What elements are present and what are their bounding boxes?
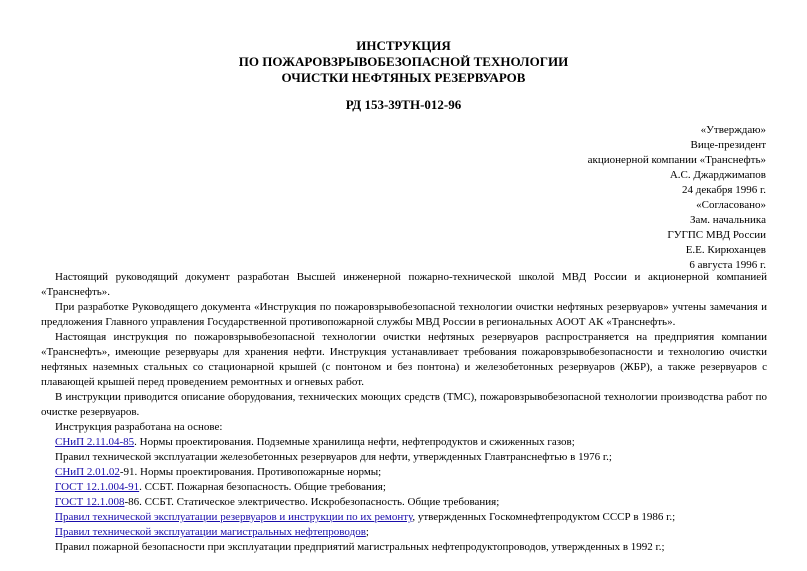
basis-text: . Нормы проектирования. Подземные хранилища нефти, нефтепродуктов и сжиженных газов;	[134, 436, 575, 448]
paragraph: При разработке Руководящего документа «Инструкция по пожаровзрывобезопасной технологии очистки нефтяных резервуаров» учтены замечания и предложения Главного управления Государственной противопожарной службы МВД России в региональных АООТ АК «Транснефть».	[41, 301, 767, 328]
basis-link[interactable]: СНиП 2.11.04-85	[55, 436, 135, 448]
basis-item	[41, 450, 767, 465]
paragraph: Настоящая инструкция по пожаровзрывобезопасной технологии очистки нефтяных резервуаров распространяется на предприятия компании «Транснефть», имеющие резервуары для хранения нефти. Инструкция устанавливает требования пожаровзрывобезопасности и технологию очистки нефтяных наземных стальных со стационарной крышей (с понтоном и без понтона) и железобетонных резервуаров (ЖБР), а также резервуаров с плавающей крышей перед проведением ремонтных и огневых работ.	[41, 331, 767, 388]
agreement-line: Зам. начальника	[689, 214, 766, 226]
approval-line: Вице-президент	[690, 139, 766, 151]
basis-text: . ССБТ. Пожарная безопасность. Общие требования;	[139, 481, 386, 493]
basis-item	[41, 435, 767, 450]
paragraph: Настоящий руководящий документ разработан Высшей инженерной пожарно-технической школой МВД России и акционерной компанией «Транснефть».	[41, 271, 767, 298]
approval-line: акционерной компании «Транснефть»	[587, 154, 766, 166]
agreement-line: «Согласовано»	[696, 199, 766, 211]
basis-text: -91. Нормы проектирования. Противопожарные нормы;	[119, 466, 382, 478]
basis-item	[41, 525, 767, 540]
basis-text: Правил пожарной безопасности при эксплуатации предприятий магистральных нефтепродуктопроводов, утвержденных в 1992 г.;	[55, 541, 665, 553]
basis-link[interactable]: СНиП 2.01.02	[55, 466, 120, 478]
doc-code: РД 153-39ТН-012-96	[345, 97, 462, 112]
basis-link[interactable]: ГОСТ 12.1.008	[55, 496, 125, 508]
basis-item	[41, 495, 767, 510]
approval-block	[588, 123, 766, 198]
doc-title-line-1: ИНСТРУКЦИЯ	[356, 38, 451, 53]
basis-text: , утвержденных Госкомнефтепродуктом СССР в 1986 г.;	[412, 511, 676, 523]
basis-item	[41, 465, 767, 480]
basis-link[interactable]: Правил технической эксплуатации резервуаров и инструкции по их ремонту	[55, 511, 413, 523]
agreement-block	[667, 198, 766, 273]
agreement-line: 6 августа 1996 г.	[689, 259, 766, 271]
basis-text: Правил технической эксплуатации железобетонных резервуаров для нефти, утвержденных Главтранснефтью в 1976 г.;	[55, 451, 612, 463]
doc-title-line-2: ПО ПОЖАРОВЗРЫВОБЕЗОПАСНОЙ ТЕХНОЛОГИИ	[238, 54, 569, 69]
agreement-line: ГУГПС МВД России	[667, 229, 766, 241]
basis-link[interactable]: ГОСТ 12.1.004-91	[55, 481, 140, 493]
basis-item	[41, 540, 767, 555]
doc-title-line-3: ОЧИСТКИ НЕФТЯНЫХ РЕЗЕРВУАРОВ	[281, 70, 526, 85]
paragraph: Инструкция разработана на основе:	[55, 421, 223, 433]
agreement-line: Е.Е. Кирюханцев	[685, 244, 766, 256]
basis-item	[41, 510, 767, 525]
basis-text: -86. ССБТ. Статическое электричество. Искробезопасность. Общие требования;	[124, 496, 500, 508]
approval-line: 24 декабря 1996 г.	[682, 184, 766, 196]
basis-link[interactable]: Правил технической эксплуатации магистральных нефтепроводов	[55, 526, 366, 538]
basis-item	[41, 480, 767, 495]
basis-text: ;	[365, 526, 369, 538]
approval-line: «Утверждаю»	[700, 124, 766, 136]
paragraph: В инструкции приводится описание оборудования, технических моющих средств (ТМС), пожаровзрывобезопасной технологии производства работ по очистке резервуаров.	[41, 391, 767, 418]
document-body	[41, 270, 767, 555]
approval-line: А.С. Джарджимапов	[669, 169, 766, 181]
